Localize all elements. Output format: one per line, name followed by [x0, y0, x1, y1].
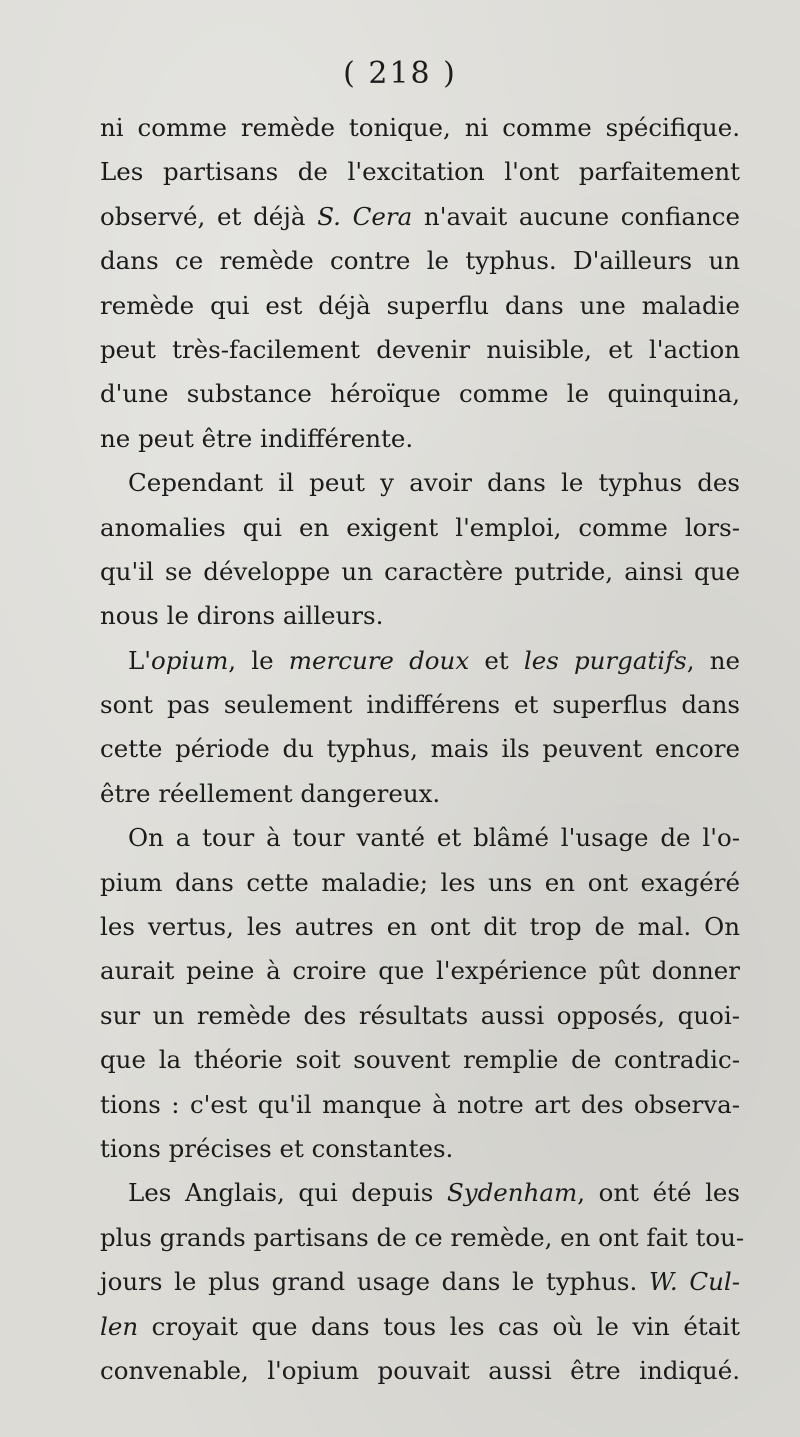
text-line: [100, 1305, 740, 1349]
text-line: [100, 506, 740, 550]
text-span: , le: [228, 645, 289, 675]
italic-text: les purgatifs: [523, 645, 687, 675]
text-line: [100, 461, 740, 505]
text-span: convenable, l'opium pouvait aussi être indiqué.: [100, 1355, 740, 1385]
text-span: nous le dirons ailleurs.: [100, 601, 384, 631]
text-span: Les partisans de l'excitation l'ont parfaitement: [100, 157, 740, 187]
text-line: [100, 195, 740, 239]
text-span: croyait que dans tous les cas où le vin était: [138, 1311, 740, 1341]
text-span: que la théorie soit souvent remplie de contradic-: [100, 1045, 740, 1075]
text-span: aurait peine à croire que l'expérience pût donner: [100, 956, 740, 986]
text-span: ni comme remède tonique, ni comme spécifique.: [100, 113, 740, 142]
text-span: , ont été les: [577, 1178, 741, 1208]
text-line: [100, 1083, 740, 1127]
text-line: [100, 1260, 740, 1304]
text-span: plus grands partisans de ce remède, en ont fait tou-: [100, 1222, 745, 1252]
text-span: jours le plus grand usage dans le typhus.: [100, 1267, 649, 1297]
text-line: [100, 727, 740, 771]
text-line: [100, 372, 740, 416]
text-span: dans ce remède contre le typhus. D'ailleurs un: [100, 246, 740, 276]
text-span: pium dans cette maladie; les uns en ont exagéré: [100, 867, 740, 897]
text-line: [100, 994, 740, 1038]
text-line: [100, 683, 740, 727]
text-line: [100, 239, 740, 283]
text-span: sur un remède des résultats aussi opposés, quoi-: [100, 1000, 740, 1030]
text-span: les vertus, les autres en ont dit trop de mal. On: [100, 912, 740, 942]
italic-text: opium: [151, 645, 229, 675]
text-span: n'avait aucune confiance: [412, 201, 740, 231]
text-span: et: [469, 645, 524, 675]
text-span: Les Anglais, qui depuis: [128, 1178, 447, 1208]
text-line: [100, 417, 740, 461]
text-line: [100, 639, 740, 683]
text-span: anomalies qui en exigent l'emploi, comme lors-: [100, 512, 740, 542]
italic-text: S. Cera: [317, 201, 413, 231]
text-span: tions précises et constantes.: [100, 1133, 454, 1163]
text-line: [100, 594, 740, 638]
text-line: [100, 1349, 740, 1393]
text-line: [100, 284, 740, 328]
text-line: [100, 816, 740, 860]
text-line: [100, 1038, 740, 1082]
italic-text: mercure doux: [288, 645, 470, 675]
text-line: [100, 1127, 740, 1171]
text-span: qu'il se développe un caractère putride, ainsi que: [100, 556, 740, 586]
text-line: [100, 905, 740, 949]
text-span: sont pas seulement indifférens et superflus dans: [100, 690, 740, 720]
text-line: [100, 1171, 740, 1215]
text-span: L': [128, 645, 152, 675]
italic-text: len: [100, 1311, 139, 1341]
text-line: [100, 1216, 745, 1260]
italic-text: Sydenham: [447, 1178, 578, 1208]
text-span: être réellement dangereux.: [100, 778, 441, 808]
text-line: [100, 150, 740, 194]
text-span: , ne: [686, 645, 740, 675]
text-span: ne peut être indifférente.: [100, 423, 414, 453]
text-line: [100, 949, 740, 993]
text-span: On a tour à tour vanté et blâmé l'usage de l'o-: [128, 823, 740, 853]
page-number: ( 218 ): [343, 56, 457, 91]
text-span: observé, et déjà: [100, 201, 318, 231]
text-span: d'une substance héroïque comme le quinquina,: [100, 379, 740, 409]
text-line: [100, 861, 740, 905]
text-line: [100, 550, 740, 594]
text-span: Cependant il peut y avoir dans le typhus des: [128, 468, 740, 498]
text-span: peut très-facilement devenir nuisible, et l'action: [100, 334, 740, 364]
text-span: remède qui est déjà superflu dans une maladie: [100, 290, 740, 320]
text-line: [100, 106, 740, 150]
body-text: [100, 106, 745, 1393]
text-line: [100, 328, 740, 372]
italic-text: W. Cul-: [648, 1267, 740, 1297]
text-span: cette période du typhus, mais ils peuvent encore: [100, 734, 740, 764]
text-line: [100, 772, 740, 816]
text-span: tions : c'est qu'il manque à notre art des observa-: [100, 1089, 740, 1119]
